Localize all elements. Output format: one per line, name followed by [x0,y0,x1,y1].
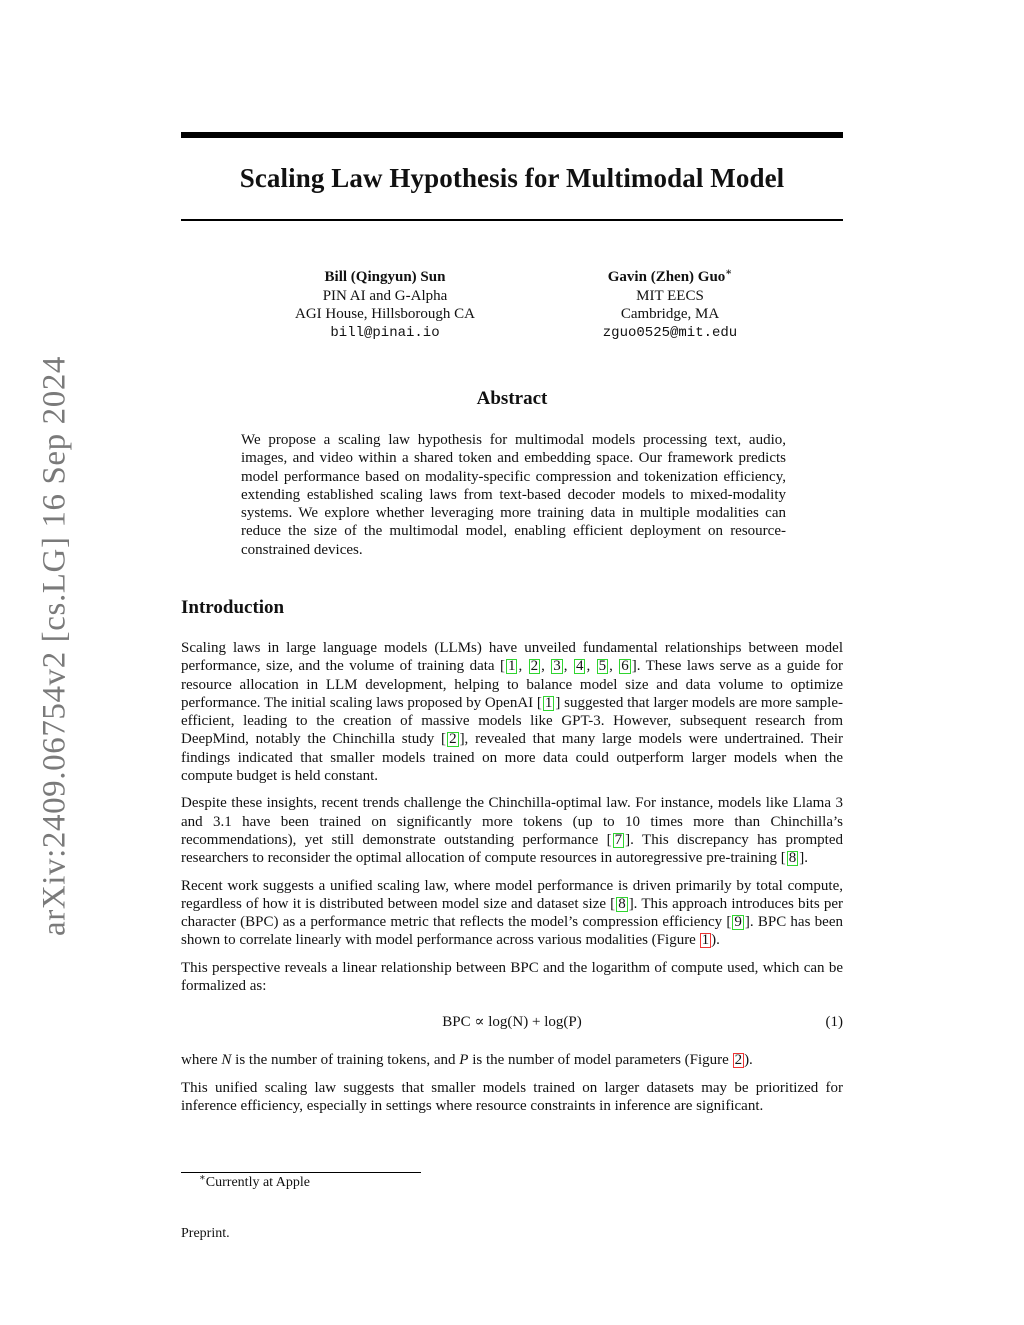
paragraph-4: This perspective reveals a linear relationship between BPC and the logarithm of compute used, which can be formalized as: [181,959,843,995]
paragraph-1: Scaling laws in large language models (LLMs) have unveiled fundamental relationships between model performance, size, and the volume of training data [ 1 , 2 , 3 , 4 , 5 , 6 ]. These laws serve as a guide for resource allocation in LLM development, helping to balance model size and data volume to optimize performance. The initial scaling laws proposed by OpenAI [ 1 ] suggested that larger models are more sample-efficient, leading to the creation of massive models like GPT-3. However, subsequent research from DeepMind, notably the Chinchilla study [ 2 ], revealed that many large models were undertrained. Their findings indicated that smaller models trained on more data could outperform larger models when the compute budget is held constant. [181,640,844,785]
text-run: is the number of training tokens, and [231,1052,460,1069]
paragraph-5 [181,1051,843,1069]
citation-link[interactable]: 1 [544,694,553,711]
figure-reference-link[interactable]: 2 [734,1052,743,1069]
preprint-label: Preprint. [181,1226,230,1241]
paragraph-2 [181,794,843,867]
paragraph-3 [181,877,843,950]
title-top-rule [181,132,843,138]
equation-number: (1) [825,1014,843,1031]
paper-title: Scaling Law Hypothesis for Multimodal Model [239,163,785,193]
equation-formula: BPC ∝ log(N) + log(P) [442,1014,582,1031]
math-variable-n: N [221,1052,232,1069]
introduction-body [181,639,843,1124]
text-run: Despite these insights, recent trends challenge the Chinchilla-optimal law. For instance, models like Llama 3 and 3.1 have been trained on significantly more tokens (up to 10 times more than Chinchilla’s recommendations), yet still demonstrate outstanding performance [ [181,795,843,848]
author-email[interactable]: zguo0525@mit.edu [602,324,738,341]
text-run: Recent work suggests a unified scaling law, where model performance is driven primarily by total compute, regardless of how it is distributed between model size and dataset size [ [181,877,843,912]
paragraph-6: This unified scaling law suggests that smaller models trained on larger datasets may be prioritized for inference efficiency, especially in settings where resource constraints in inference are significant. [181,1079,843,1114]
citation-link[interactable]: 5 [598,658,607,675]
arxiv-identifier-stamp[interactable]: arXiv:2409.06754v2 [cs.LG] 16 Sep 2024 [36,355,73,937]
figure-reference-link[interactable]: 1 [701,932,710,949]
introduction-heading: Introduction [181,597,285,618]
citation-link[interactable]: 4 [575,658,584,675]
text-run: ], revealed that many large models were undertrained. Their findings indicated that smaller models trained on more data could outperform larger models when the compute budget is held constant. [181,731,844,785]
equation-1 [181,1013,843,1035]
text-run: is the number of model parameters (Figure [468,1052,733,1069]
citation-link[interactable]: 6 [621,658,629,675]
citation-link[interactable]: 1 [507,658,516,675]
abstract-heading: Abstract [476,388,548,409]
author-name-line [560,268,780,287]
citation-link[interactable]: 8 [788,850,797,867]
citation-link[interactable]: 2 [530,658,539,675]
author-address: AGI House, Hillsborough CA [295,306,475,322]
author-name: Bill (Qingyun) Sun [324,269,446,285]
author-block-1 [255,268,515,342]
text-run: ). [744,1052,753,1069]
author-block-2 [560,268,780,342]
footnote-marker: ∗ [725,267,733,278]
citation-link[interactable]: 7 [614,831,623,848]
author-email[interactable]: bill@pinai.io [330,324,440,341]
footnote-text: Currently at Apple [205,1175,310,1190]
text-run: ] suggested that larger models are more sample-efficient, leading to the creation of massive models like GPT-3. However, subsequent research from DeepMind, notably the Chinchilla study [ [181,694,843,748]
text-run: where [181,1052,222,1069]
text-run: ]. BPC has been shown to correlate linearly with model performance across various modalities (Figure [181,914,843,949]
text-run: Scaling laws in large language models (LLMs) have unveiled fundamental relationships between model performance, size, and the volume of training data [ [181,640,843,675]
author-affiliation: MIT EECS [636,287,704,304]
footnote-rule [181,1172,421,1173]
footnote-marker: ∗ [199,1172,206,1184]
text-run: ]. [799,850,809,867]
author-address: Cambridge, MA [620,306,720,322]
footnote [199,1172,310,1191]
text-run: ). [711,932,720,949]
title-bottom-rule [181,219,843,221]
math-variable-p: P [459,1052,469,1069]
text-run: ]. This approach introduces bits per character (BPC) as a performance metric that reflects the model’s compression efficiency [ [181,895,843,931]
text-run: ]. These laws serve as a guide for resource allocation in LLM development, helping to balance model size and data volume to optimize performance. The initial scaling laws proposed by OpenAI [ [181,658,843,711]
citation-link[interactable]: 2 [449,731,457,748]
author-name: Gavin (Zhen) Guo [607,269,726,285]
abstract-text: We propose a scaling law hypothesis for multimodal models processing text, audio, images, and video within a shared token and embedding space. Our framework predicts model performance based on modality-specific compression and tokenization efficiency, extending established scaling laws from text-based decoder models to mixed-modality systems. We explore whether leveraging more training data in multiple modalities can reduce the size of the multimodal model, enabling efficient deployment on resource-constrained devices. [241,432,786,558]
citation-link[interactable]: 3 [553,658,561,675]
citation-link[interactable]: 9 [734,914,742,931]
text-run: ]. This discrepancy has prompted researchers to reconsider the optimal allocation of compute resources in autoregressive pre-training [ [181,831,844,867]
author-affiliation: PIN AI and G-Alpha [322,287,448,304]
citation-link[interactable]: 8 [618,895,626,912]
